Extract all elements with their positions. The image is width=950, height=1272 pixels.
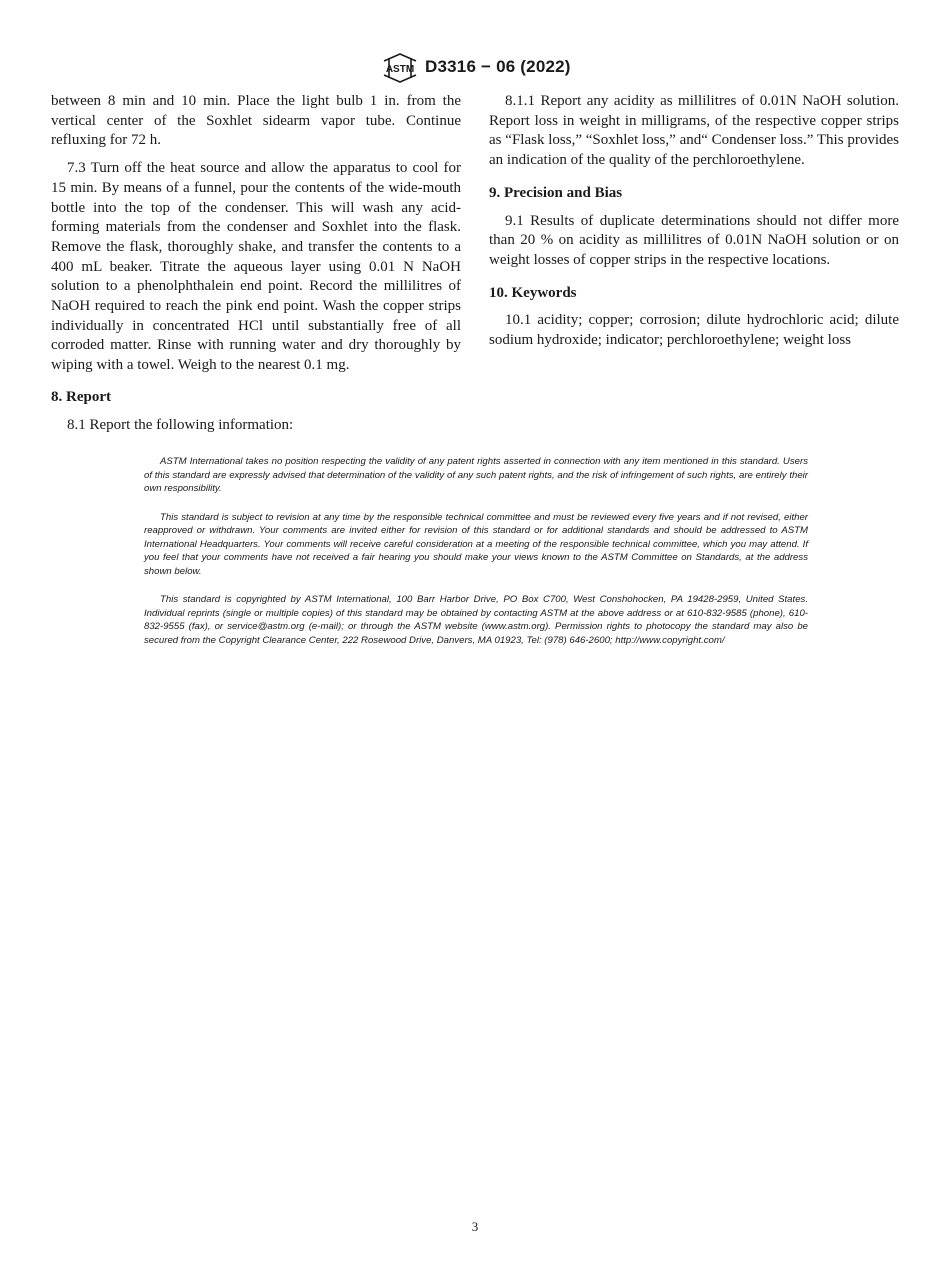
svg-text:ASTM: ASTM xyxy=(385,64,415,75)
paragraph-7-3: 7.3 Turn off the heat source and allow the apparatus to cool for 15 min. By means of a funnel, pour the contents of the wide-mouth bottle into the top of the condenser. This will wash any acid-forming materials from the condenser and Soxhlet into the flask. Remove the flask, thoroughly shake, and transfer the contents to a 400 mL beaker. Titrate the aqueous layer using 0.01 N NaOH solution to a phenolphthalein end point. Record the millilitres of NaOH required to reach the pink end point. Wash the copper strips individually in concentrated HCl until substantially free of all corroded matter. Rinse with running water and dry thoroughly by wiping with a towel. Weigh to the nearest 0.1 mg. xyxy=(51,160,461,374)
paragraph-9-1: 9.1 Results of duplicate determinations should not differ more than 20 % on acidity as millilitres of 0.01N NaOH solution or on weight losses of copper strips in the respective locations. xyxy=(489,212,899,268)
section-heading-precision-bias: 9. Precision and Bias xyxy=(489,184,623,201)
page-header xyxy=(0,52,950,84)
paragraph-10-1: 10.1 acidity; copper; corrosion; dilute hydrochloric acid; dilute sodium hydroxide; indicator; perchloroethylene; weight loss xyxy=(489,312,899,349)
copyright-notice: This standard is copyrighted by ASTM International, 100 Barr Harbor Drive, PO Box C700, West Conshohocken, PA 19428-2959, United States. Individual reprints (single or multiple copies) of this standard may be obtained by contacting ASTM at the above address or at 610-832-9585 (phone), 610-832-9555 (fax), or service@astm.org (e-mail); or through the ASTM website (www.astm.org). Permission rights to photocopy the standard may also be secured from the Copyright Clearance Center, 222 Rosewood Drive, Danvers, MA 01923, Tel: (978) 646-2600; http://www.copyright.com/ xyxy=(144,594,808,646)
astm-logo-icon xyxy=(380,52,420,84)
paragraph-8-1-1: 8.1.1 Report any acidity as millilitres of 0.01N NaOH solution. Report loss in weight in milligrams, of the respective copper strips as “Flask loss,” “Soxhlet loss,” and“ Condenser loss.” This provides an indication of the quality of the perchloroethylene. xyxy=(489,93,899,169)
left-column xyxy=(51,92,461,435)
document-designation: D3316 − 06 (2022) xyxy=(425,57,571,76)
section-heading-report: 8. Report xyxy=(51,388,111,405)
paragraph-7-2-continued: between 8 min and 10 min. Place the light bulb 1 in. from the vertical center of the Soxhlet sidearm vapor tube. Continue refluxing for 72 h. xyxy=(51,93,461,149)
page-number: 3 xyxy=(471,1219,479,1234)
section-heading-keywords: 10. Keywords xyxy=(489,284,577,301)
paragraph-8-1: 8.1 Report the following information: xyxy=(67,416,294,433)
right-column xyxy=(489,92,899,351)
legal-notices xyxy=(144,455,808,662)
revision-notice: This standard is subject to revision at any time by the responsible technical committee and must be reviewed every five years and if not revised, either reapproved or withdrawn. Your comments are invited either for revision of this standard or for additional standards and should be addressed to ASTM International Headquarters. Your comments will receive careful consideration at a meeting of the responsible technical committee, which you may attend. If you feel that your comments have not received a fair hearing you should make your views known to the ASTM Committee on Standards, at the address shown below. xyxy=(144,511,808,577)
patent-notice: ASTM International takes no position respecting the validity of any patent rights asserted in connection with any item mentioned in this standard. Users of this standard are expressly advised that determination of the validity of any such patent rights, and the risk of infringement of such rights, are entirely their own responsibility. xyxy=(144,456,808,494)
